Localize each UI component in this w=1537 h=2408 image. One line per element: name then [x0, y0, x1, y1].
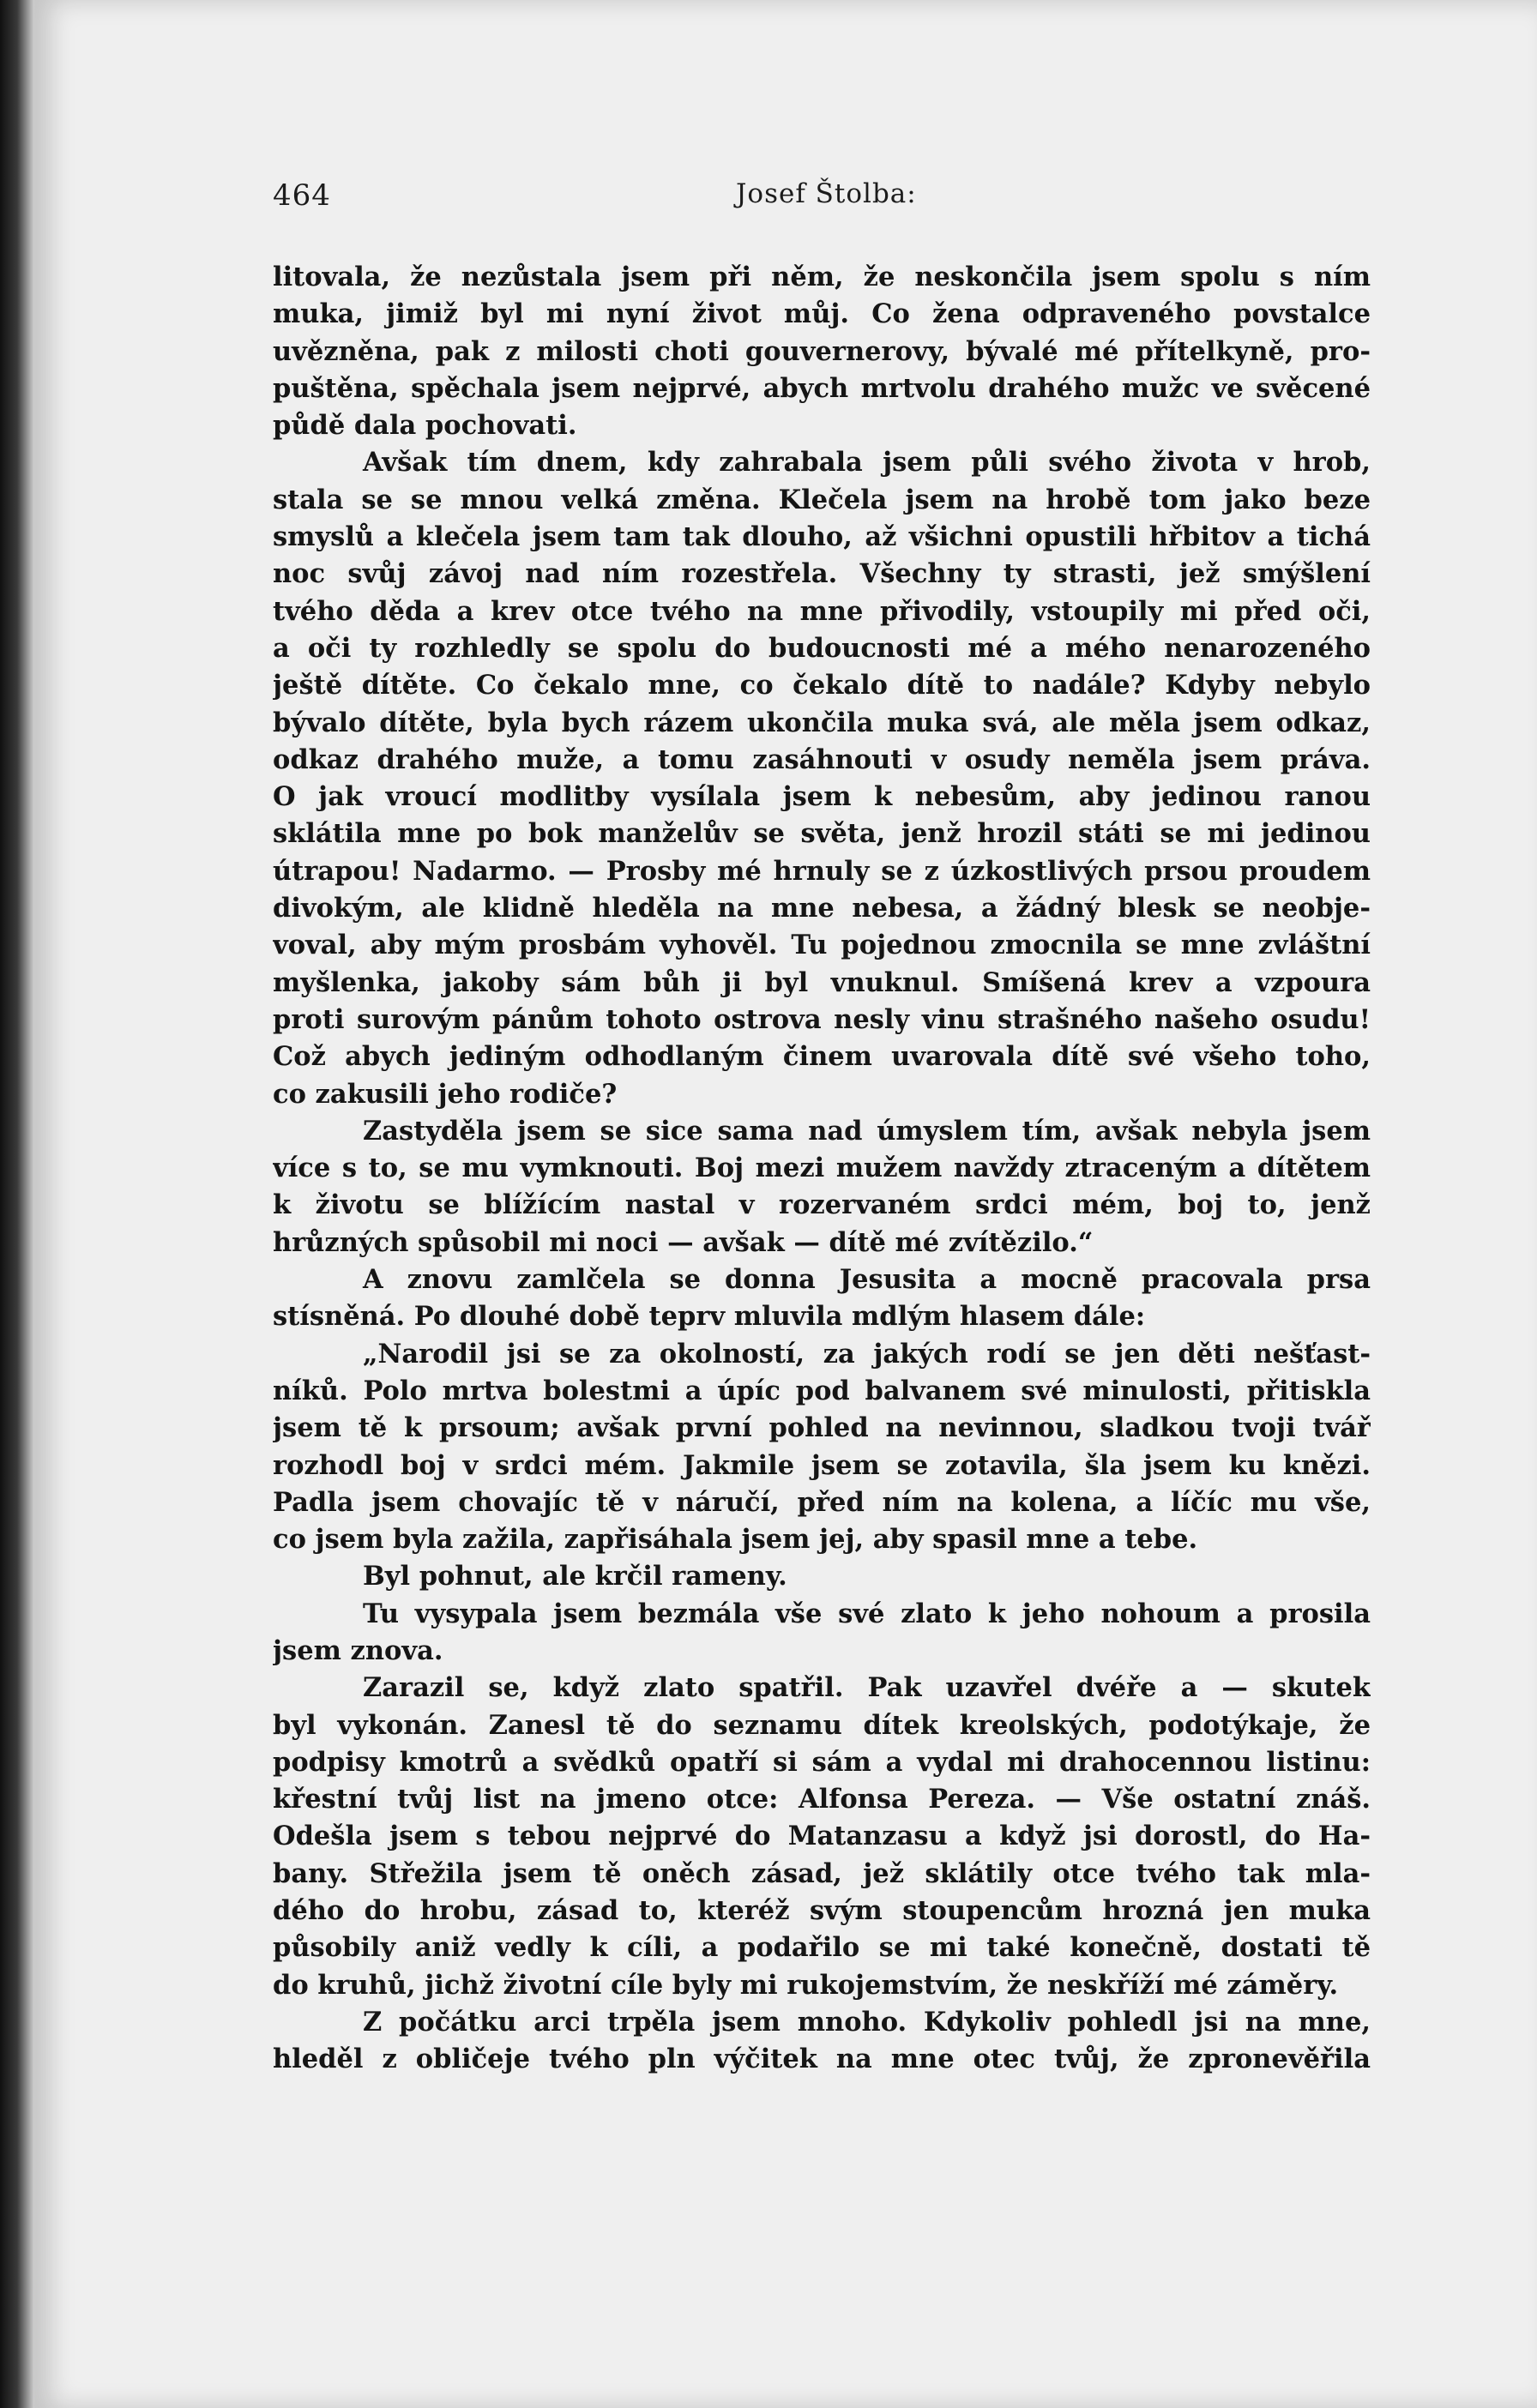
text-line: Padla jsem chovajíc tě v náručí, před ním na kolena, a líčíc mu vše,: [273, 1486, 1371, 1518]
text-line: A znovu zamlčela se donna Jesusita a mocně pracovala prsa: [363, 1264, 1371, 1296]
text-line: více s to, se mu vymknouti. Boj mezi mužem navždy ztraceným a dítětem: [273, 1153, 1371, 1184]
text-line: Což abych jediným odhodlaným činem uvarovala dítě své všeho toho,: [273, 1041, 1371, 1073]
text-line: hrůzných spůsobil mi noci — avšak — dítě mé zvítězilo.“: [273, 1226, 1094, 1258]
text-line: Tu vysypala jsem bezmála vše své zlato k jeho nohoum a prosila: [363, 1598, 1371, 1629]
text-line: proti surovým pánům tohoto ostrova nesly vinu strašného našeho osudu!: [273, 1003, 1371, 1035]
text-line: bývalo dítěte, byla bych rázem ukončila muka svá, ale měla jsem odkaz,: [273, 707, 1371, 738]
text-line: stala se se mnou velká změna. Klečela jsem na hrobě tom jako beze: [273, 484, 1371, 515]
text-line: ještě dítěte. Co čekalo mne, co čekalo dítě to nadále? Kdyby nebylo: [273, 670, 1371, 701]
text-line: puštěna, spěchala jsem nejprvé, abych mrtvolu drahého mužc ve svěcené: [273, 372, 1371, 404]
text-line: sklátila mne po bok manželův se světa, jenž hrozil státi se mi jedinou: [273, 818, 1371, 850]
text-line: bany. Střežila jsem tě oněch zásad, jež sklátily otce tvého tak mla-: [273, 1857, 1371, 1889]
text-line: co zakusili jeho rodiče?: [273, 1078, 618, 1110]
text-line: jsem znova.: [273, 1634, 443, 1666]
running-title: Josef Štolba:: [736, 178, 917, 209]
text-line: smyslů a klečela jsem tam tak dlouho, až všichni opustili hřbitov a tichá: [273, 521, 1371, 553]
text-line: útrapou! Nadarmo. — Prosby mé hrnuly se z úzkostlivých prsou proudem: [273, 855, 1371, 887]
text-line: Z počátku arci trpěla jsem mnoho. Kdykoliv pohledl jsi na mne,: [363, 2006, 1371, 2038]
text-line: divokým, ale klidně hleděla na mne nebesa, a žádný blesk se neobje-: [273, 893, 1371, 924]
text-line: dého do hrobu, zásad to, kteréž svým stoupencům hrozná jen muka: [273, 1895, 1371, 1927]
text-line: myšlenka, jakoby sám bůh ji byl vnuknul. Smíšená krev a vzpoura: [273, 966, 1371, 998]
text-line: Zarazil se, když zlato spatřil. Pak uzavřel dvéře a — skutek: [363, 1672, 1371, 1704]
text-line: co jsem byla zažila, zapřisáhala jsem jej, aby spasil mne a tebe.: [273, 1524, 1198, 1556]
text-line: jsem tě k prsoum; avšak první pohled na nevinnou, sladkou tvoji tvář: [273, 1412, 1371, 1444]
text-line: k životu se blížícím nastal v rozervaném srdci mém, boj to, jenž: [273, 1189, 1371, 1221]
text-line: podpisy kmotrů a svědků opatří si sám a vydal mi drahocennou listinu:: [273, 1746, 1371, 1778]
text-line: a oči ty rozhledly se spolu do budoucnosti mé a mého nenarozeného: [273, 632, 1371, 664]
text-line: noc svůj závoj nad ním rozestřela. Všechny ty strasti, jež smýšlení: [273, 558, 1371, 590]
text-line: Byl pohnut, ale krčil rameny.: [363, 1561, 787, 1592]
body-text: [273, 259, 1371, 2079]
text-line: působily aniž vedly k cíli, a podařilo se mi také konečně, dostati tě: [273, 1932, 1371, 1964]
text-line: uvězněna, pak z milosti choti gouvernerovy, bývalé mé přítelkyně, pro-: [273, 335, 1371, 367]
text-line: byl vykonán. Zanesl tě do seznamu dítek kreolských, podotýkaje, že: [273, 1709, 1371, 1741]
text-line: do kruhů, jichž životní cíle byly mi rukojemstvím, že neskříží mé záměry.: [273, 1969, 1339, 2001]
text-line: rozhodl boj v srdci mém. Jakmile jsem se zotavila, šla jsem ku knězi.: [273, 1449, 1371, 1481]
text-line: tvého děda a krev otce tvého na mne přivodily, vstoupily mi před oči,: [273, 595, 1371, 627]
running-header: [273, 178, 1371, 221]
text-line: křestní tvůj list na jmeno otce: Alfonsa Pereza. — Vše ostatní znáš.: [273, 1784, 1371, 1815]
text-line: hleděl z obličeje tvého pln výčitek na mne otec tvůj, že zpronevěřila: [273, 2044, 1371, 2075]
text-line: Zastyděla jsem se sice sama nad úmyslem tím, avšak nebyla jsem: [363, 1115, 1371, 1147]
text-line: O jak vroucí modlitby vysílala jsem k nebesům, aby jedinou ranou: [273, 781, 1371, 813]
text-line: níků. Polo mrtva bolestmi a úpíc pod balvanem své minulosti, přitiskla: [273, 1375, 1371, 1406]
text-line: litovala, že nezůstala jsem při něm, že neskončila jsem spolu s ním: [273, 262, 1371, 292]
text-line: Odešla jsem s tebou nejprvé do Matanzasu a když jsi dorostl, do Ha-: [273, 1821, 1371, 1852]
text-line: odkaz drahého muže, a tomu zasáhnouti v osudy neměla jsem práva.: [273, 743, 1371, 775]
text-line: stísněná. Po dlouhé době teprv mluvila mdlým hlasem dále:: [273, 1301, 1146, 1333]
text-line: „Narodil jsi se za okolností, za jakých rodí se jen děti nešťast-: [363, 1338, 1371, 1370]
text-line: voval, aby mým prosbám vyhověl. Tu pojednou zmocnila se mne zvláštní: [273, 930, 1371, 961]
text-line: muka, jimiž byl mi nyní život můj. Co žena odpraveného povstalce: [273, 298, 1371, 330]
text-line: půdě dala pochovati.: [273, 410, 577, 442]
page-number: 464: [273, 178, 331, 213]
text-line: Avšak tím dnem, kdy zahrabala jsem půli svého života v hrob,: [363, 447, 1371, 479]
